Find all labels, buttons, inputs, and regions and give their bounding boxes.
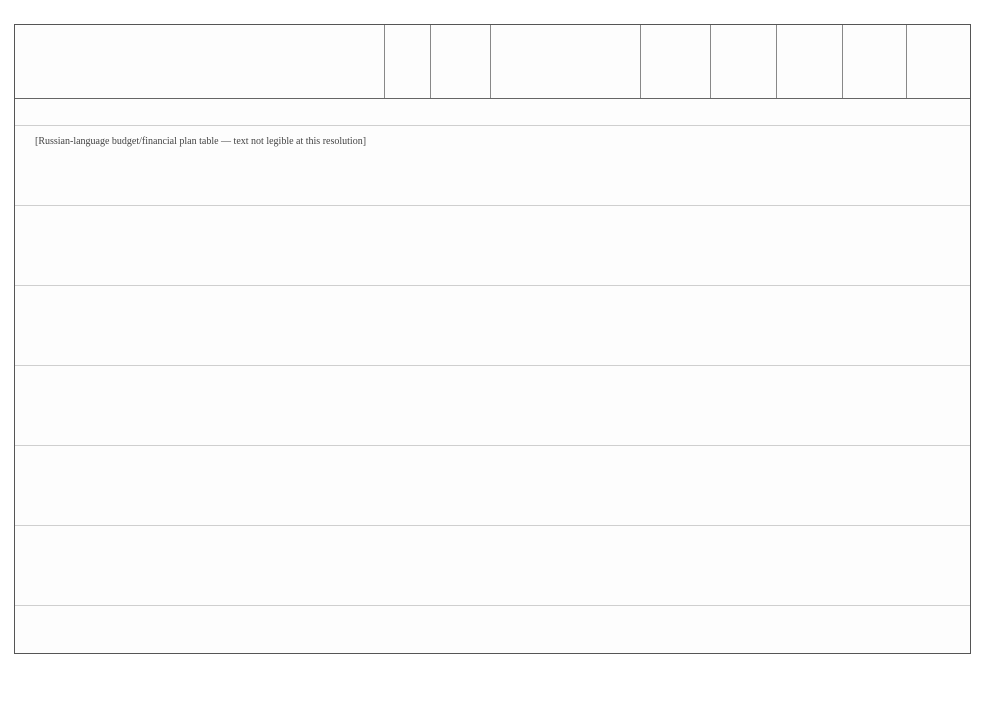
header-cell [385, 25, 431, 98]
row-divider [15, 205, 970, 206]
header-cell [641, 25, 711, 98]
row-divider [15, 605, 970, 606]
row-divider [15, 445, 970, 446]
header-cell [491, 25, 641, 98]
row-divider [15, 125, 970, 126]
header-cell [431, 25, 491, 98]
placeholder-text: [Russian-language budget/financial plan table — text not legible at this resolution] [35, 136, 367, 147]
row-divider [15, 365, 970, 366]
table-header-band [15, 25, 970, 99]
row-divider [15, 525, 970, 526]
header-cell [907, 25, 972, 98]
row-divider [15, 285, 970, 286]
placeholder-caption [35, 135, 635, 149]
header-cell [843, 25, 907, 98]
header-cell [15, 25, 385, 98]
header-cell [711, 25, 777, 98]
document-sheet [14, 24, 971, 654]
header-cell [777, 25, 843, 98]
